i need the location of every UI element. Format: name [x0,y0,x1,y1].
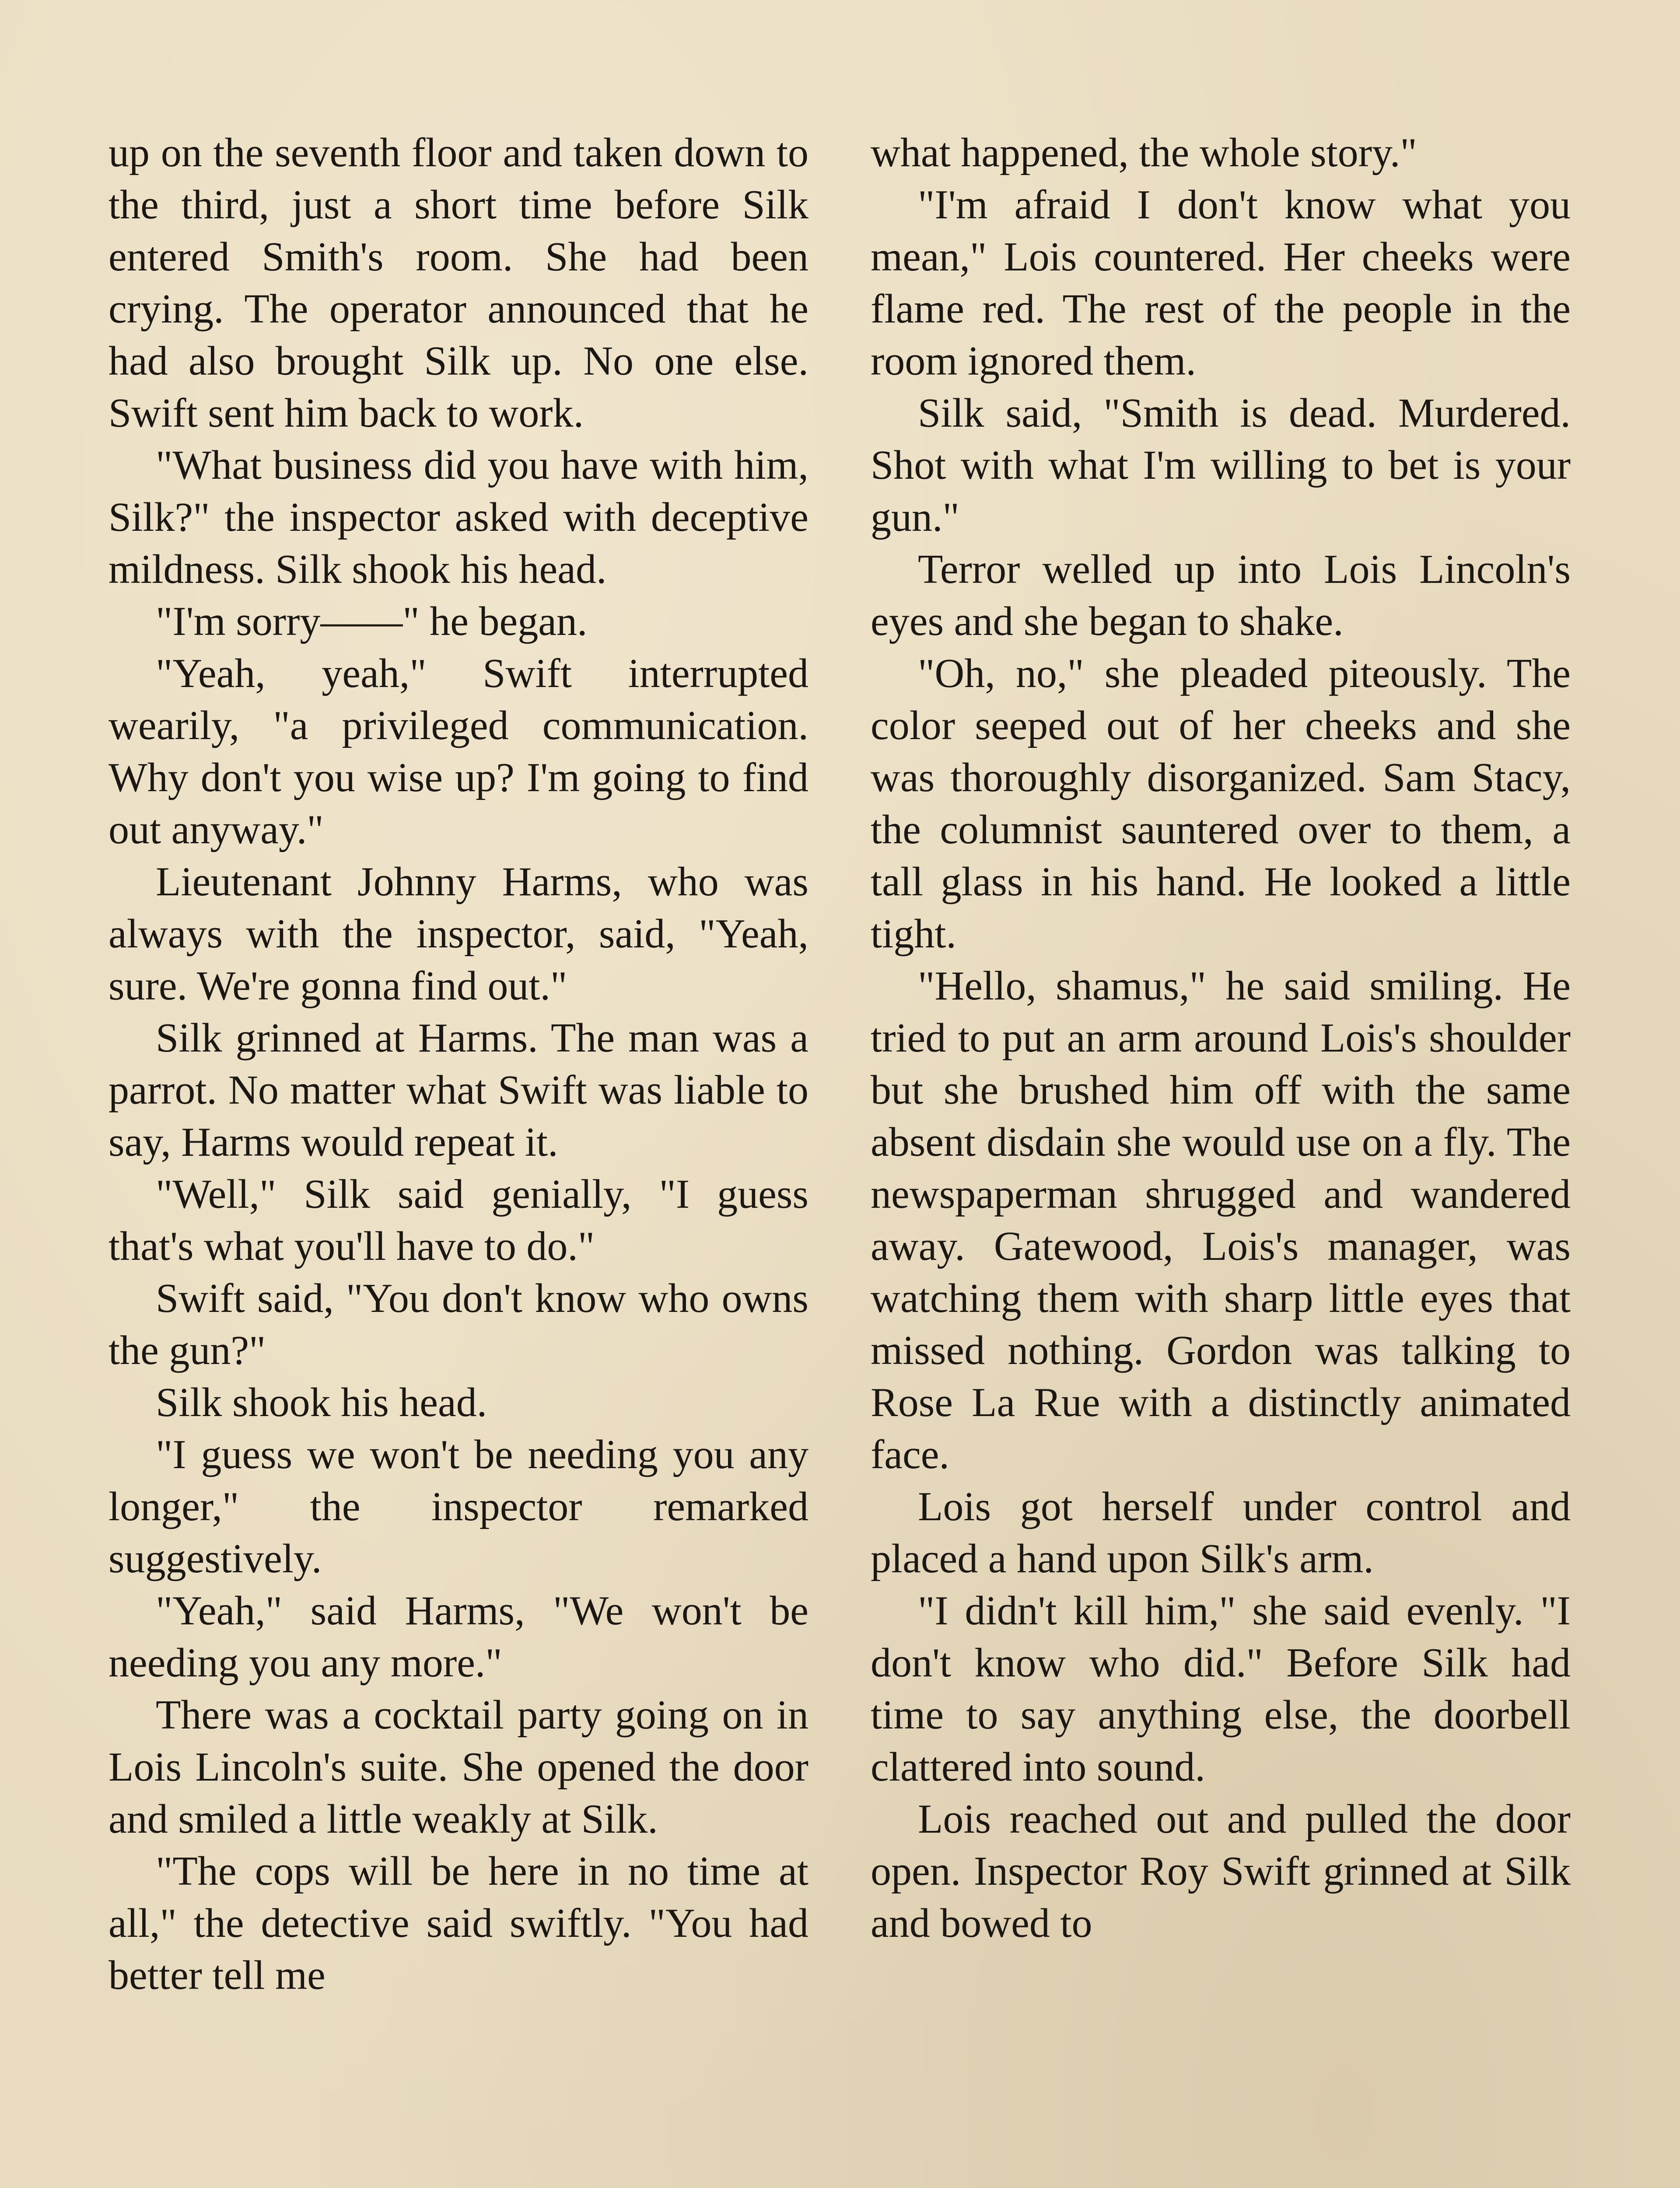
paragraph: Swift said, "You don't know who owns the gun?" [108,1276,808,1373]
paragraph: "The cops will be here in no time at all," the detective said swiftly. "You had better tell me [108,1848,808,1998]
paragraph: "What business did you have with him, Silk?" the inspector asked with deceptive mildness. Silk shook his head. [108,442,808,592]
paragraph: Silk shook his head. [156,1380,487,1425]
paragraph: There was a cocktail party going on in Lois Lincoln's suite. She opened the door and smiled a little weakly at Silk. [108,1692,808,1842]
paragraph: up on the seventh floor and taken down to the third, just a short time before Silk entered Smith's room. She had been crying. The operator announced that he had also brought Silk up. No one else. Swift sent him back to work. [108,130,808,436]
paragraph: "Oh, no," she pleaded piteously. The color seeped out of her cheeks and she was thoroughly disorganized. Sam Stacy, the columnist sauntered over to them, a tall glass in his hand. He looked a little tight. [871,651,1571,957]
paragraph: Silk said, "Smith is dead. Murdered. Shot with what I'm willing to bet is your gun." [871,390,1571,540]
paragraph: "I'm afraid I don't know what you mean," Lois countered. Her cheeks were flame red. The rest of the people in the room ignored them. [871,182,1571,384]
paragraph: "Yeah, yeah," Swift interrupted wearily, "a privileged communication. Why don't you wise up? I'm going to find out anyway." [108,651,808,852]
paragraph: "I guess we won't be needing you any longer," the inspector remarked suggestively. [108,1432,808,1581]
paragraph: "Well," Silk said genially, "I guess that's what you'll have to do." [108,1171,808,1269]
paragraph: Silk grinned at Harms. The man was a parrot. No matter what Swift was liable to say, Harms would repeat it. [108,1015,808,1165]
paragraph: Lois reached out and pulled the door open. Inspector Roy Swift grinned at Silk and bowed to [871,1796,1571,1946]
paragraph: Lieutenant Johnny Harms, who was always with the inspector, said, "Yeah, sure. We're gonna find out." [108,859,808,1009]
paragraph: what happened, the whole story." [871,130,1417,175]
paragraph: "Hello, shamus," he said smiling. He tried to put an arm around Lois's shoulder but she brushed him off with the same absent disdain she would use on a fly. The newspaperman shrugged and wandered away. Gatewood, Lois's manager, was watching them with sharp little eyes that missed nothing. Gordon was talking to Rose La Rue with a distinctly animated face. [871,963,1571,1477]
left-column [108,127,808,2002]
paragraph: Lois got herself under control and placed a hand upon Silk's arm. [871,1484,1571,1581]
paragraph: Terror welled up into Lois Lincoln's eyes and she began to shake. [871,547,1571,644]
paragraph: "Yeah," said Harms, "We won't be needing you any more." [108,1588,808,1686]
paragraph: "I didn't kill him," she said evenly. "I don't know who did." Before Silk had time to say anything else, the doorbell clattered into sound. [871,1588,1571,1790]
paragraph: "I'm sorry——" he began. [156,599,588,644]
right-column [871,127,1571,1950]
